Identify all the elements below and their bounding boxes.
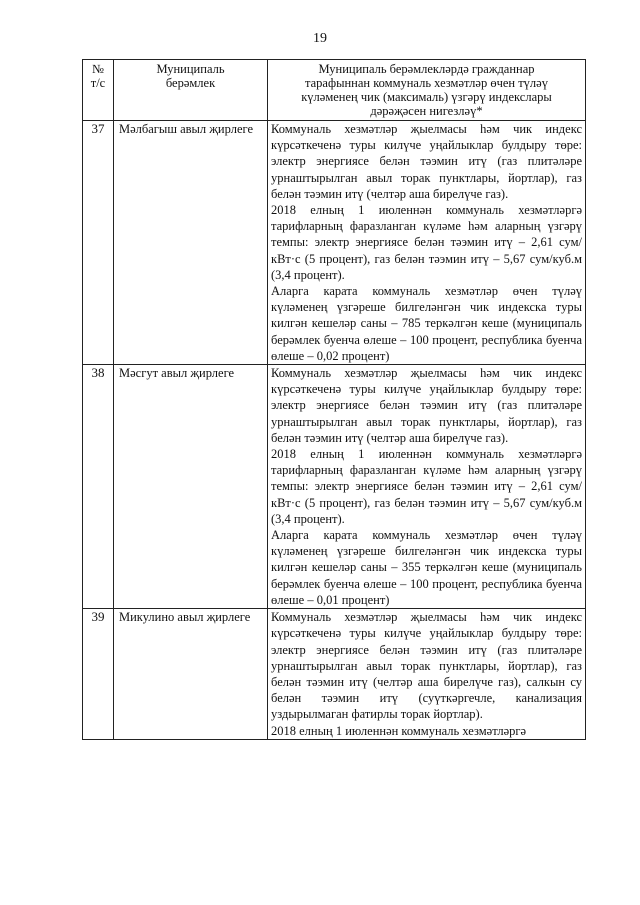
description-paragraph: Коммуналь хезмәтләр җыелмасы һәм чик индекс күрсәткеченә туры килүче уңайлыклар булдыру төре: электр энергиясе белән тәэмин итү (газ плитәләре урнаштырылган авыл торак пунктлары, йортлар), газ белән тәэмин итү (челтәр аша бирелүче газ), салкын су белән тәэмин итү (суүткәргечле, канализация уздырылмаган фатирлы торак йортлар).	[271, 610, 582, 722]
description-paragraph: Коммуналь хезмәтләр җыелмасы һәм чик индекс күрсәткеченә туры килүче уңайлыклар булдыру төре: электр энергиясе белән тәэмин итү (газ плитәләре урнаштырылган авыл торак пунктлары, йортлар), газ белән тәэмин итү (челтәр аша бирелүче газ).	[271, 122, 582, 201]
index-description	[268, 609, 586, 740]
row-number: 37	[83, 121, 114, 365]
description-paragraph: Коммуналь хезмәтләр җыелмасы һәм чик индекс күрсәткеченә туры килүче уңайлыклар булдыру төре: электр энергиясе белән тәэмин итү (газ плитәләре урнаштырылган авыл торак пунктлары, йортлар), газ белән тәэмин итү (челтәр аша бирелүче газ).	[271, 366, 582, 445]
header-municipality-line: Муниципаль	[156, 62, 225, 76]
municipality-name: Мәлбагыш авыл җирлеге	[114, 121, 268, 365]
header-index-line: тарафыннан коммуналь хезмәтләр өчен түләү	[305, 76, 548, 90]
municipality-name: Микулино авыл җирлеге	[114, 609, 268, 740]
header-municipality-line: берәмлек	[165, 76, 216, 90]
header-index-line: күләменең чик (максималь) үзгәрү индекслары	[301, 90, 552, 104]
description-paragraph: Аларга карата коммуналь хезмәтләр өчен түләү күләменең үзгәреше билгеләнгән чик индекска туры килгән кешеләр саны – 355 теркәлгән кеше (муниципаль берәмлек буенча өлеше – 100 процент, республика буенча өлеше – 0,01 процент)	[271, 528, 582, 607]
row-number: 38	[83, 365, 114, 609]
header-number	[83, 60, 114, 121]
header-index	[268, 60, 586, 121]
header-number-line: т/с	[90, 76, 106, 90]
page-number: 19	[313, 31, 327, 46]
description-paragraph: 2018 елның 1 июленнән коммуналь хезмәтләргә тарифларның фаразланган күләме һәм аларның үзгәрү темпы: электр энергиясе белән тәэмин итү – 2,61 сум/кВт·с (5 процент), газ белән тәэмин итү – 5,67 сум/куб.м (3,4 процент).	[271, 203, 582, 282]
index-description	[268, 121, 586, 365]
table-row	[83, 121, 586, 365]
header-index-line: Муниципаль берәмлекләрдә гражданнар	[318, 62, 535, 76]
header-index-line: дәрәҗәсен нигезләү*	[370, 104, 483, 118]
row-number: 39	[83, 609, 114, 740]
municipality-name: Мәсгут авыл җирлеге	[114, 365, 268, 609]
table-row	[83, 609, 586, 740]
description-paragraph: 2018 елның 1 июленнән коммуналь хезмәтләргә	[271, 723, 527, 738]
table-row	[83, 365, 586, 609]
description-paragraph: 2018 елның 1 июленнән коммуналь хезмәтләргә тарифларның фаразланган күләме һәм аларның үзгәрү темпы: электр энергиясе белән тәэмин итү – 2,61 сум/кВт·с (5 процент), газ белән тәэмин итү – 5,67 сум/куб.м (3,4 процент).	[271, 447, 582, 526]
header-municipality	[114, 60, 268, 121]
index-description	[268, 365, 586, 609]
table-header-row	[83, 60, 586, 121]
header-number-line: №	[92, 62, 104, 76]
tariff-index-table	[82, 59, 586, 740]
description-paragraph: Аларга карата коммуналь хезмәтләр өчен түләү күләменең үзгәреше билгеләнгән чик индекска туры килгән кешеләр саны – 785 теркәлгән кеше (муниципаль берәмлек буенча өлеше – 100 процент, республика буенча өлеше – 0,02 процент)	[271, 284, 582, 363]
